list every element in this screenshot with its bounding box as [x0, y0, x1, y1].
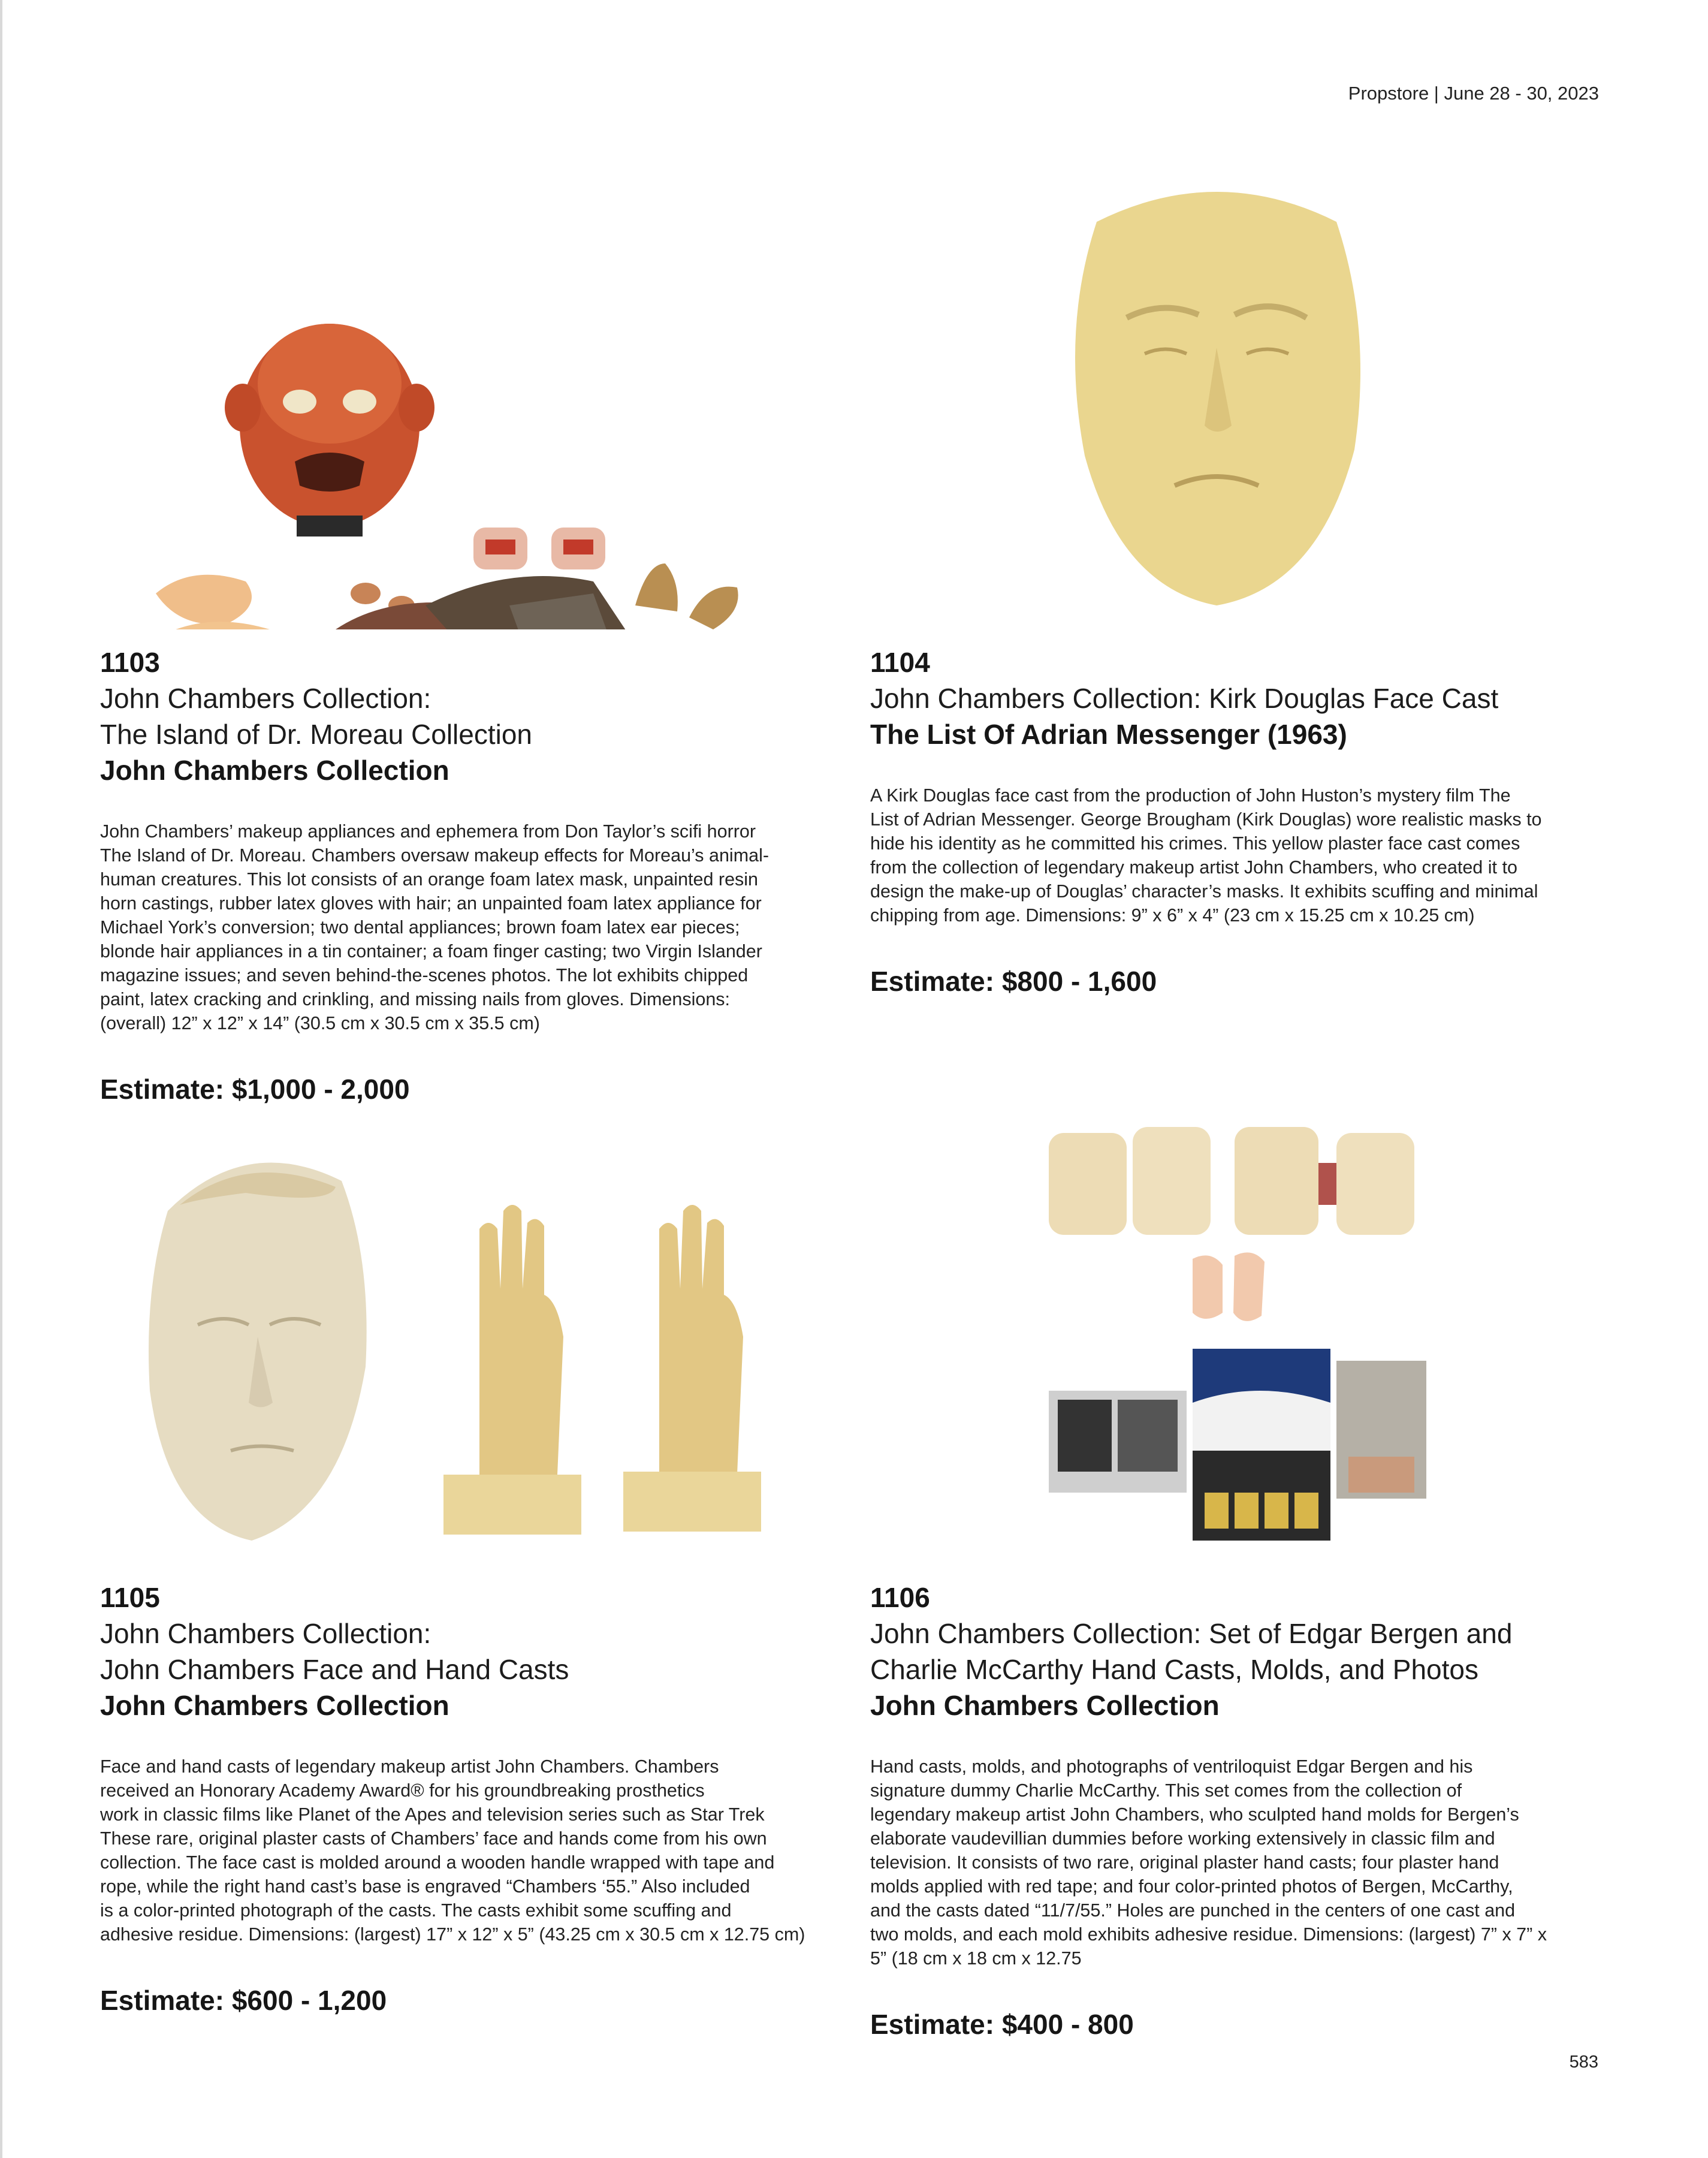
lot-estimate: Estimate: $400 - 800 — [870, 2009, 1134, 2040]
lot-subtitle: John Chambers Collection — [870, 1690, 1220, 1721]
lot-description: Hand casts, molds, and photographs of ventriloquist Edgar Bergen and his signature dummy Charlie McCarthy. This set comes from the collection of legendary makeup artist John Chambers, who sculpted hand molds for Bergen’s elaborate vaudevillian dummies before working extensively in classic film and television. It consists of two rare, original plaster hand casts; four plaster hand molds applied with red tape; and four color-printed photos of Bergen, McCarthy, and the casts dated “11/7/55.” Holes are punched in the centers of one cast and two molds, and each mold exhibits adhesive residue. Dimensions: (largest) 7” x 7” x 5” (18 cm x 18 cm x 12.75 — [870, 1756, 1547, 1969]
lot-1104 — [870, 644, 1619, 999]
page-header: Propstore | June 28 - 30, 2023 — [1348, 83, 1599, 104]
lot-subtitle: John Chambers Collection — [100, 1690, 449, 1721]
lot-1104-photo — [1061, 174, 1372, 611]
lot-estimate: Estimate: $800 - 1,600 — [870, 966, 1157, 997]
page-edge — [0, 0, 2, 2158]
lot-subtitle: John Chambers Collection — [100, 755, 449, 786]
lot-title: John Chambers Collection: The Island of Dr. Moreau Collection — [100, 683, 533, 750]
lot-number: 1104 — [870, 647, 930, 678]
lot-description: John Chambers’ makeup appliances and ephemera from Don Taylor’s scifi horror The Island of Dr. Moreau. Chambers oversaw makeup effects for Moreau’s animal- human creatures. This lot consists of an orange foam latex mask, unpainted resin horn castings, rubber latex gloves with hair; an unpainted foam latex appliance for Michael York’s conversion; two dental appliances; brown foam latex ear pieces; blonde hair appliances in a tin container; a foam finger casting; two Virgin Islander magazine issues; and seven behind-the-scenes photos. The lot exhibits chipped paint, latex cracking and crinkling, and missing nails from gloves. Dimensions: (overall) 12” x 12” x 14” (30.5 cm x 30.5 cm x 35.5 cm) — [100, 821, 769, 1033]
lot-number: 1106 — [870, 1582, 930, 1613]
lot-description: A Kirk Douglas face cast from the production of John Huston’s mystery film The List of Adrian Messenger. George Brougham (Kirk Douglas) wore realistic masks to hide his identity as he committed his crimes. This yellow plaster face cast comes from the collection of legendary makeup artist John Chambers, who created it to design the make-up of Douglas’ character’s masks. It exhibits scuffing and minimal chipping from age. Dimensions: 9” x 6” x 4” (23 cm x 15.25 cm x 10.25 cm) — [870, 785, 1542, 926]
lot-title: John Chambers Collection: Kirk Douglas Face Cast — [870, 683, 1499, 714]
page-number: 583 — [1569, 2052, 1598, 2072]
lot-1106 — [870, 1580, 1619, 2042]
lot-1105-photo — [144, 1139, 803, 1547]
lot-description: Face and hand casts of legendary makeup artist John Chambers. Chambers received an Honorary Academy Award® for his groundbreaking prosthetics work in classic films like Planet of the Apes and television series such as Star Trek These rare, original plaster casts of Chambers’ face and hands come from his own collection. The face cast is molded around a wooden handle wrapped with tape and rope, while the right hand cast’s base is engraved “Chambers ‘55.” Also included is a color-printed photograph of the casts. The casts exhibit some scuffing and adhesive residue. Dimensions: (largest) 17” x 12” x 5” (43.25 cm x 30.5 cm x 12.75 cm) — [100, 1756, 805, 1945]
lot-estimate: Estimate: $1,000 - 2,000 — [100, 1074, 410, 1105]
lot-1105 — [100, 1580, 849, 2018]
lot-subtitle: The List Of Adrian Messenger (1963) — [870, 719, 1347, 750]
lot-title: John Chambers Collection: Set of Edgar Bergen and Charlie McCarthy Hand Casts, Molds, and Photos — [870, 1618, 1513, 1685]
lot-1103-photo — [138, 150, 797, 629]
lot-1103 — [100, 644, 849, 1107]
lot-estimate: Estimate: $600 - 1,200 — [100, 1985, 387, 2016]
lot-number: 1103 — [100, 647, 160, 678]
lot-1106-photo — [1043, 1121, 1432, 1541]
lot-title: John Chambers Collection: John Chambers Face and Hand Casts — [100, 1618, 569, 1685]
lot-number: 1105 — [100, 1582, 160, 1613]
